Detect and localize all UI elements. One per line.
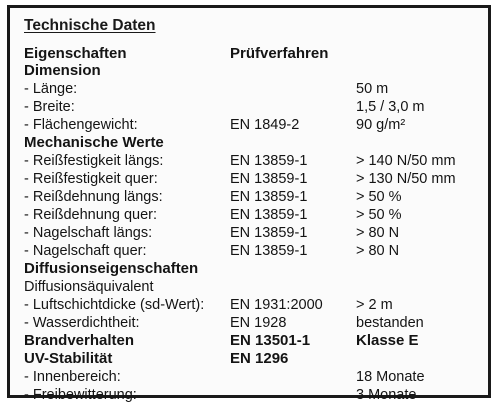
property-label: - Reißfestigkeit quer: — [24, 171, 158, 187]
property-value: 1,5 / 3,0 m — [356, 99, 425, 115]
table-row — [24, 386, 494, 404]
property-label: Dimension — [24, 62, 101, 79]
property-value: > 130 N/50 mm — [356, 171, 456, 187]
property-label: - Nagelschaft quer: — [24, 243, 147, 259]
property-value: > 140 N/50 mm — [356, 153, 456, 169]
table-row — [24, 116, 494, 134]
test-method: EN 1849-2 — [230, 117, 300, 133]
property-value: > 2 m — [356, 297, 393, 313]
test-method: EN 13859-1 — [230, 171, 308, 187]
property-label: Mechanische Werte — [24, 134, 164, 151]
table-row — [24, 278, 494, 296]
section-heading-row — [24, 134, 494, 152]
section-heading-row — [24, 260, 494, 278]
test-method: EN 13859-1 — [230, 153, 308, 169]
property-value: Klasse E — [356, 332, 419, 349]
table-row — [24, 206, 494, 224]
property-label: Diffusionsäquivalent — [24, 279, 154, 295]
property-label: Diffusionseigenschaften — [24, 260, 199, 277]
property-value: > 80 N — [356, 243, 400, 259]
test-method: EN 1296 — [230, 350, 289, 367]
section-heading-row — [24, 62, 494, 80]
property-label: - Länge: — [24, 81, 78, 97]
data-rows — [24, 45, 494, 404]
test-method: EN 13859-1 — [230, 225, 308, 241]
test-method: EN 1931:2000 — [230, 297, 323, 313]
technical-data-sheet — [7, 5, 491, 403]
property-label: - Wasserdichtheit: — [24, 315, 140, 331]
table-row — [24, 296, 494, 314]
table-row — [24, 314, 494, 332]
property-label: Brandverhalten — [24, 332, 135, 349]
test-method: EN 13859-1 — [230, 207, 308, 223]
property-value: 18 Monate — [356, 369, 425, 385]
test-method: EN 13501-1 — [230, 332, 311, 349]
table-row — [24, 170, 494, 188]
table-row — [24, 98, 494, 116]
table-row — [24, 152, 494, 170]
property-label: - Freibewitterung: — [24, 387, 137, 403]
property-value: bestanden — [356, 315, 424, 331]
section-heading-row — [24, 332, 494, 350]
property-value: > 50 % — [356, 189, 402, 205]
table-row — [24, 242, 494, 260]
table-row — [24, 368, 494, 386]
property-label: - Breite: — [24, 99, 75, 115]
property-value: > 80 N — [356, 225, 400, 241]
table-row — [24, 188, 494, 206]
column-header-test-method: Prüfverfahren — [230, 45, 329, 62]
column-header-property: Eigenschaften — [24, 45, 127, 62]
test-method: EN 13859-1 — [230, 243, 308, 259]
property-label: UV-Stabilität — [24, 350, 113, 367]
property-label: - Nagelschaft längs: — [24, 225, 153, 241]
property-label: - Reißdehnung längs: — [24, 189, 163, 205]
property-value: 90 g/m² — [356, 117, 406, 133]
test-method: EN 13859-1 — [230, 189, 308, 205]
section-heading-row — [24, 350, 494, 368]
sheet-title: Technische Daten — [24, 17, 156, 34]
test-method: EN 1928 — [230, 315, 287, 331]
property-label: - Innenbereich: — [24, 369, 121, 385]
property-label: - Reißfestigkeit längs: — [24, 153, 164, 169]
table-row — [24, 80, 494, 98]
table-header-row — [24, 45, 494, 62]
property-value: > 50 % — [356, 207, 402, 223]
property-label: - Luftschichtdicke (sd-Wert): — [24, 297, 205, 313]
property-value: 50 m — [356, 81, 389, 97]
property-label: - Reißdehnung quer: — [24, 207, 157, 223]
property-value: 3 Monate — [356, 387, 417, 403]
property-label: - Flächengewicht: — [24, 117, 138, 133]
table-row — [24, 224, 494, 242]
